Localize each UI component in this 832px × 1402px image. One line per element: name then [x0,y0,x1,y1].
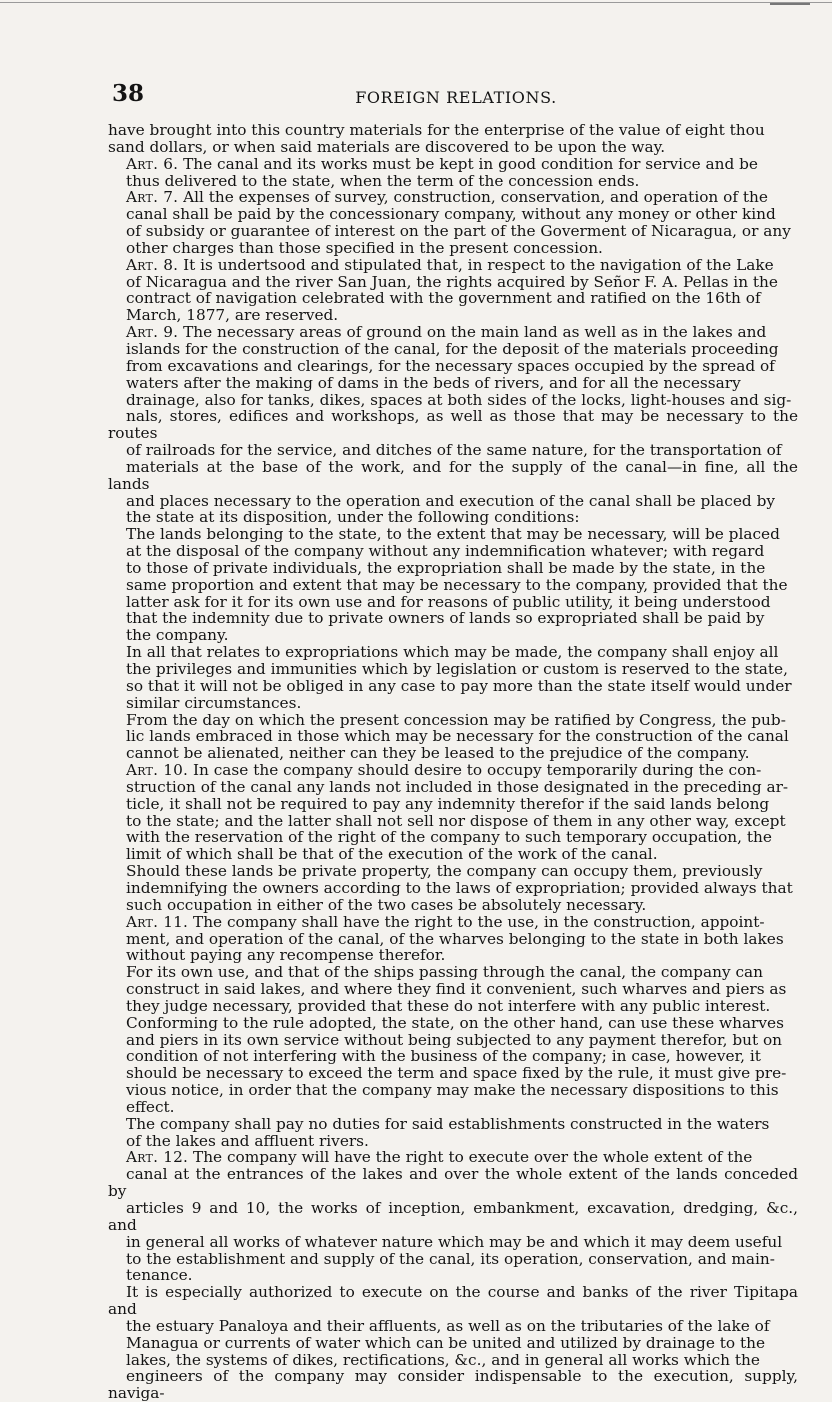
text-line: ticle, it shall not be required to pay any indemnity therefor if the said lands belong [126,794,770,813]
text-line: at the disposal of the company without any indemnification whatever; with regard [126,542,765,561]
text-line: construct in said lakes, and where they find it convenient, such wharves and piers as [126,980,787,999]
text-line: canal at the entrances of the lakes and over the whole extent of the lands conceded by [108,1165,798,1201]
text-line: have brought into this country materials for the enterprise of the value of eight thou [108,121,765,139]
text-line: similar circumstances. [126,693,302,712]
text-line: March, 1877, are reserved. [126,306,339,325]
text-line: of Nicaragua and the river San Juan, the rights acquired by Señor F. A. Pellas in the [126,272,778,291]
text-line: so that it will not be obliged in any case to pay more than the state itself would under [126,676,792,695]
article-paragraph [108,257,798,324]
text-line: canal shall be paid by the concessionary company, without any money or other kind [126,205,776,224]
article-paragraph [108,1149,798,1284]
article-paragraph [108,324,798,526]
text-line: In case the company should desire to occupy temporarily during the con- [188,761,762,780]
text-line: It is especially authorized to execute on the course and banks of the river Tipitapa and [108,1283,798,1319]
article-label: Art. 8. [126,255,179,274]
text-line: Should these lands be private property, the company can occupy them, previously [126,862,763,881]
paragraph [108,1284,798,1402]
article-paragraph [108,189,798,256]
text-line: they judge necessary, provided that these do not interfere with any public interest. [126,996,771,1015]
text-line: in general all works of whatever nature which may be and which it may deem useful [126,1232,783,1251]
article-paragraph [108,762,798,863]
text-line: In all that relates to expropriations which may be made, the company shall enjoy all [126,643,779,662]
text-line: articles 9 and 10, the works of inception, embankment, excavation, dredging, &c., and [108,1199,798,1234]
paragraph [108,526,798,644]
article-paragraph [108,914,798,965]
text-line: The canal and its works must be kept in good condition for service and be [178,154,758,173]
text-line: condition of not interfering with the business of the company; in case, however, it [126,1047,761,1066]
article-label: Art. 9. [126,323,179,342]
text-line: The lands belonging to the state, to the extent that may be necessary, will be placed [126,525,780,544]
text-line: and places necessary to the operation and execution of the canal shall be placed by [126,491,775,510]
text-line: drainage, also for tanks, dikes, spaces at both sides of the locks, light-houses and sig- [126,390,792,409]
text-line: It is undertsood and stipulated that, in respect to the navigation of the Lake [178,255,774,274]
text-line: the company. [126,626,229,645]
text-line: Managua or currents of water which can be united and utilized by drainage to the [126,1333,766,1352]
text-line: indemnifying the owners according to the laws of expropriation; provided always that [126,878,793,897]
text-line: sand dollars, or when said materials are discovered to be upon the way. [108,137,666,156]
text-line: Conforming to the rule adopted, the state, on the other hand, can use these wharves [126,1013,784,1032]
text-line: nals, stores, edifices and workshops, as well as those that may be necessary to the routes [108,407,798,443]
text-line: of railroads for the service, and ditches of the same nature, for the transportation of [126,441,782,460]
text-line: For its own use, and that of the ships passing through the canal, the company can [126,963,763,982]
running-head: FOREIGN RELATIONS. [355,88,557,107]
text-line: materials at the base of the work, and for the supply of the canal—in fine, all the lands [108,457,798,493]
paragraph [108,863,798,914]
body-text [108,122,798,1402]
text-line: The necessary areas of ground on the main land as well as in the lakes and [178,323,767,342]
text-line: such occupation in either of the two cases be absolutely necessary. [126,895,647,914]
page-number: 38 [112,80,145,107]
article-paragraph [108,156,798,190]
text-line: the state at its disposition, under the following conditions: [126,508,580,527]
text-line: should be necessary to exceed the term and space fixed by the rule, it must give pre- [126,1064,787,1083]
text-line: and piers in its own service without being subjected to any payment therefor, but on [126,1030,783,1049]
text-line: From the day on which the present concession may be ratified by Congress, the pub- [126,710,786,729]
text-line: islands for the construction of the canal, for the deposit of the materials proceeding [126,339,779,358]
article-label: Art. 12. [126,1148,189,1167]
article-label: Art. 10. [126,761,189,780]
text-line: lakes, the systems of dikes, rectifications, &c., and in general all works which the [126,1350,760,1369]
text-line: effect. [126,1097,175,1116]
text-line: to the establishment and supply of the canal, its operation, conservation, and main- [126,1249,775,1268]
text-line: cannot be alienated, neither can they be leased to the prejudice of the company. [126,744,750,763]
text-line: other charges than those specified in the present concession. [126,238,603,257]
text-line: waters after the making of dams in the beds of rivers, and for all the necessary [126,373,741,392]
text-line: vious notice, in order that the company may make the necessary dispositions to this [126,1081,779,1100]
article-label: Art. 11. [126,912,189,931]
text-line: same proportion and extent that may be necessary to the company, provided that the [126,575,788,594]
article-label: Art. 6. [126,154,179,173]
paragraph [108,122,798,156]
text-line: contract of navigation celebrated with the government and ratified on the 16th of [126,289,761,308]
paragraph [108,644,798,711]
article-label: Art. 7. [126,188,179,207]
text-line: with the reservation of the right of the company to such temporary occupation, the [126,828,772,847]
text-line: engineers of the company may consider indispensable to the execution, supply, naviga- [108,1367,798,1402]
text-line: The company will have the right to execute over the whole extent of the [188,1148,753,1167]
text-line: from excavations and clearings, for the necessary spaces occupied by the spread of [126,356,775,375]
text-line: to those of private individuals, the expropriation shall be made by the state, in the [126,558,766,577]
paragraph [108,1116,798,1150]
top-rule-mark [770,3,810,5]
text-line: The company shall have the right to the use, in the construction, appoint- [188,912,765,931]
text-line: limit of which shall be that of the execution of the work of the canal. [126,845,658,864]
text-line: All the expenses of survey, construction, conservation, and operation of the [178,188,768,207]
page-header [108,80,804,110]
text-line: the privileges and immunities which by legislation or custom is reserved to the state, [126,660,788,678]
text-line: thus delivered to the state, when the term of the concession ends. [126,171,640,190]
paragraph [108,964,798,1015]
paragraph [108,712,798,763]
text-line: of subsidy or guarantee of interest on the part of the Goverment of Nicaragua, or any [126,222,791,241]
paragraph [108,1015,798,1116]
text-line: struction of the canal any lands not included in those designated in the preceding ar- [126,777,789,796]
text-line: to the state; and the latter shall not sell nor dispose of them in any other way, except [126,811,786,830]
text-line: the estuary Panaloya and their affluents, as well as on the tributaries of the lake of [126,1316,770,1335]
text-line: ment, and operation of the canal, of the wharves belonging to the state in both lakes [126,929,784,948]
text-line: tenance. [126,1266,193,1285]
text-line: that the indemnity due to private owners of lands so expropriated shall be paid by [126,609,765,628]
text-line: of the lakes and affluent rivers. [126,1131,369,1150]
text-line: The company shall pay no duties for said establishments constructed in the waters [126,1114,770,1133]
top-rule [0,2,832,3]
text-line: without paying any recompense therefor. [126,946,446,965]
text-line: latter ask for it for its own use and for reasons of public utility, it being understood [126,592,771,611]
text-line: lic lands embraced in those which may be necessary for the construction of the canal [126,727,789,746]
